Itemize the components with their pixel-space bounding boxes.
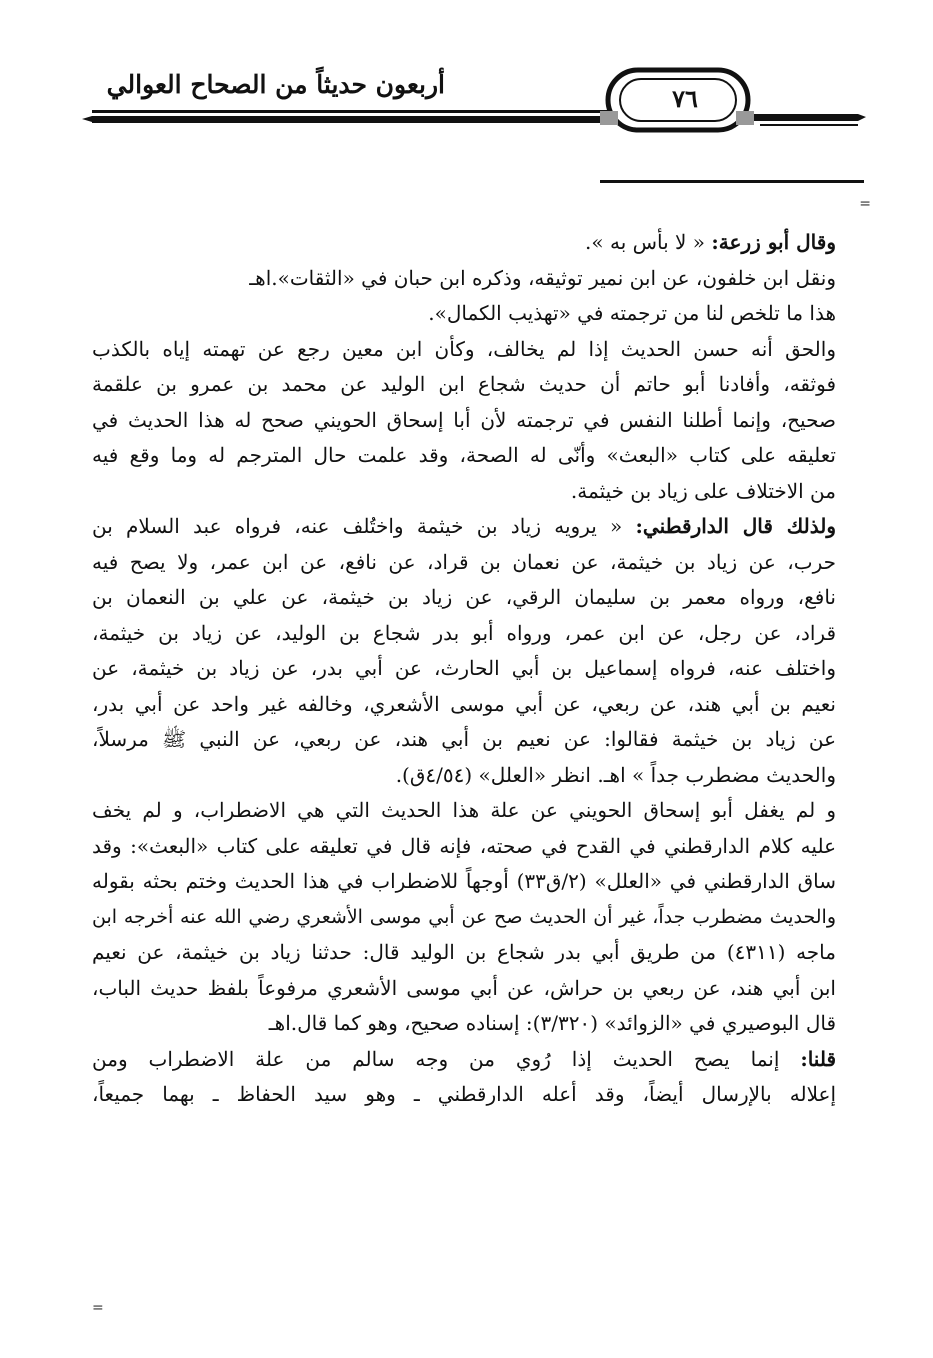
text-line: ماجه (٤٣١١) من طريق أبي بدر شجاع بن الوليد قال: حدثنا زياد بن خيثمة، عن نعيم — [92, 940, 836, 964]
text-line: ابن أبي هند، عن ربعي بن حراش، عن أبي موسى الأشعري مرفوعاً بلفظ حديث الباب، — [92, 975, 836, 1000]
text-line: نافع، ورواه معمر بن سليمان الرقي، عن زياد بن خيثمة، عن علي بن النعمان بن — [92, 585, 836, 609]
header-rule-right-thin — [760, 124, 858, 126]
text-line — [92, 1042, 836, 1078]
margin-mark-top: = — [859, 196, 871, 212]
text-line: والحديث مضطرب جداً، غير أن الحديث صح عن أبي موسى الأشعري رضي الله عنه أخرجه ابن — [92, 905, 836, 928]
text-line — [92, 509, 836, 545]
page-header — [0, 0, 933, 140]
cartouche-hatch-left — [600, 111, 618, 125]
text-line: حرب، عن زياد بن خيثمة، عن نعمان بن قراد، عن نافع، عن ابن عمر، ولا يصح فيه — [92, 549, 836, 574]
margin-mark-bottom: = — [92, 1300, 104, 1316]
section-top-rule — [600, 180, 864, 183]
text-run: « يرويه زياد بن خيثمة واختُلف عنه، فرواه عبد السلام بن — [92, 514, 623, 538]
text-line: فوثقه، وأفادنا أبو حاتم أن حديث شجاع ابن الوليد عن محمد بن عمرو بن علقمة — [92, 372, 836, 396]
cartouche-hatch-right — [736, 111, 754, 125]
text-line: ساق الدارقطني في «العلل» (٢/ق٣٣) أوجهاً للاضطراب في هذا الحديث وختم بحثه بقوله — [92, 869, 836, 893]
text-line: هذا ما تلخص لنا من ترجمته في «تهذيب الكمال». — [428, 301, 836, 325]
page-body — [92, 225, 836, 1113]
text-run: إنما يصح الحديث إذا رُوي من وجه سالم من علة الاضطراب ومن — [92, 1046, 780, 1071]
text-line: عليه كلام الدارقطني في القدح في صحته، فإنه قال في تعليقه على كتاب «البعث»: وقد — [92, 833, 836, 858]
text-line: واختلف عنه، فرواه إسماعيل بن أبي الحارث، عن أبي بدر، عن زياد بن خيثمة، عن — [92, 656, 836, 680]
text-line: والحديث مضطرب جداً » اهـ. انظر «العلل» (٤/٥٤ق). — [395, 762, 836, 787]
paragraph-lead: وقال أبو زرعة: — [711, 230, 836, 254]
text-line: إعلاله بالإرسال أيضاً، وقد أعله الدارقطني ـ وهو سيد الحفاظ ـ بهما جميعاً، — [92, 1082, 836, 1106]
text-line: قال البوصيري في «الزوائد» (٣/٣٢٠): إسناده صحيح، وهو كما قال.اهـ — [268, 1011, 836, 1035]
text-line: من الاختلاف على زياد بن خيثمة. — [570, 478, 836, 503]
text-line: قراد، عن رجل، عن ابن عمر، ورواه أبو بدر شجاع بن الوليد، عن زياد بن خيثمة، — [92, 620, 836, 645]
text-line: تعليقه على كتاب «البعث» وأنّى له الصحة، وقد علمت حال المترجم له وما وقع فيه — [92, 443, 836, 467]
text-line — [92, 225, 836, 261]
page-number: ٧٦ — [672, 84, 698, 113]
book-title: أربعون حديثاً من الصحاح العوالي — [106, 70, 445, 99]
text-line: صحيح، وإنما أطلنا النفس في ترجمته لأن أبا إسحاق الحويني صحح له هذا الحديث في — [92, 407, 836, 432]
text-line: والحق أنه حسن الحديث إذا لم يخالف، وكأن ابن معين رجع عن تهمته إياه بالكذب — [92, 336, 836, 361]
paragraph-lead: ولذلك قال الدارقطني: — [635, 514, 836, 538]
text-line: نعيم بن أبي هند، عن ربعي، عن أبي موسى الأشعري، وخالفه غير واحد عن أبي بدر، — [92, 691, 836, 716]
header-rule-right-tip — [858, 114, 866, 121]
text-line: و لم يغفل أبو إسحاق الحويني عن علة هذا الحديث التي هي الاضطراب، و لم يخف — [92, 798, 836, 822]
paragraph-lead: قلنا: — [800, 1046, 836, 1071]
text-run: « لا بأس به ». — [585, 230, 706, 254]
text-line: ونقل ابن خلفون، عن ابن نمير توثيقه، وذكره ابن حبان في «الثقات».اهـ — [249, 265, 836, 290]
text-line: عن زياد بن خيثمة فقالوا: عن نعيم بن أبي هند، عن ربعي، عن النبي ﷺ مرسلاً، — [92, 727, 836, 751]
header-rule-left-tip — [82, 116, 92, 122]
